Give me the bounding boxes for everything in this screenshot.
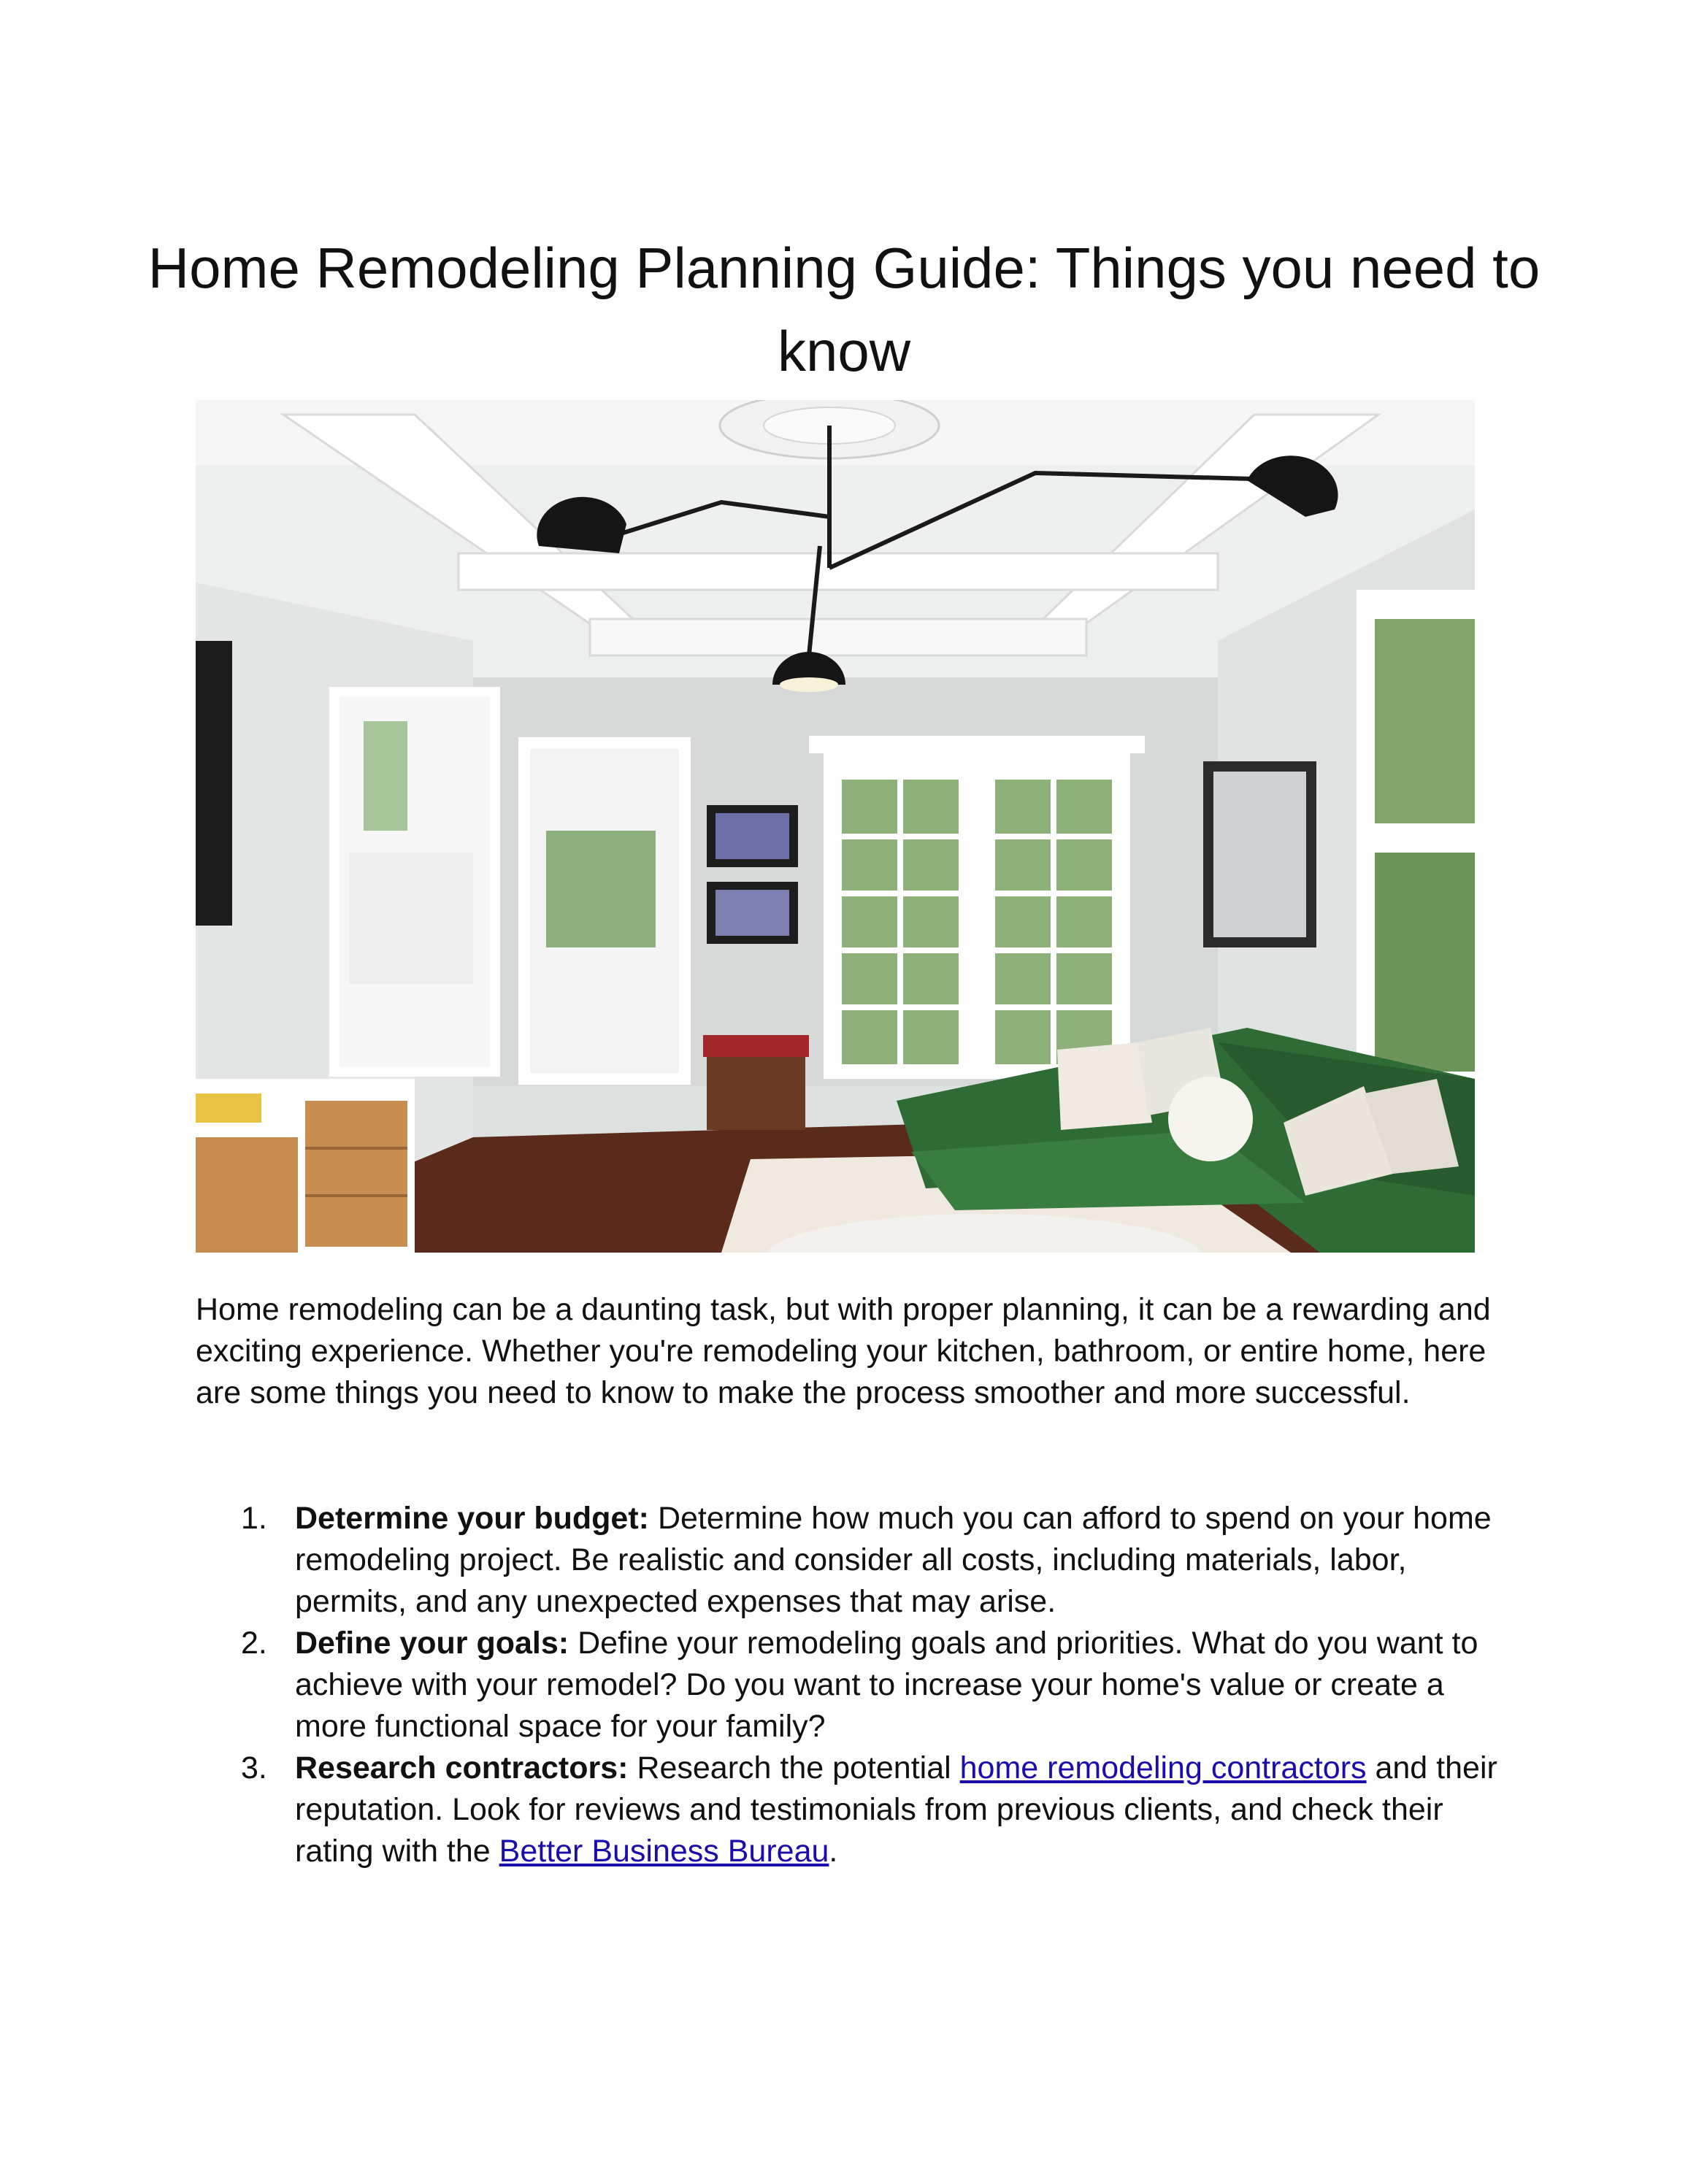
step-heading: Research contractors: xyxy=(295,1750,629,1785)
living-room-illustration xyxy=(196,400,1475,1253)
step-heading: Define your goals: xyxy=(295,1626,569,1661)
intro-paragraph: Home remodeling can be a daunting task, but with proper planning, it can be a rewarding and exciting experience. Whether you're remodeling your kitchen, bathroom, or entire home, here are some things you need to know to make the process smoother and more successful. xyxy=(196,1292,1491,1410)
step-text: Research the potential xyxy=(628,1750,960,1785)
list-item xyxy=(196,1747,1503,1872)
living-room-photo xyxy=(196,400,1475,1253)
step-text: . xyxy=(829,1834,838,1869)
step-number: 2. xyxy=(241,1626,267,1661)
planning-steps-list xyxy=(196,1498,1503,1872)
step-text: and their reputation. Look for reviews and testimonials from previous clients, and check their rating with the xyxy=(295,1750,1497,1869)
step-text: Determine how much you can afford to spend on your home remodeling project. Be realistic and consider all costs, including materials, labor, permits, and any unexpected expenses that may arise. xyxy=(295,1501,1492,1619)
step-text: Define your remodeling goals and priorities. What do you want to achieve with your remodel? Do you want to increase your home's value or create a more functional space for your family? xyxy=(295,1626,1478,1744)
list-item xyxy=(196,1498,1503,1623)
better-business-bureau-link[interactable]: Better Business Bureau xyxy=(499,1834,829,1869)
contractors-link[interactable]: home remodeling contractors xyxy=(959,1750,1367,1785)
list-item xyxy=(196,1623,1503,1747)
page-title: Home Remodeling Planning Guide: Things you need to know xyxy=(147,236,1541,383)
step-number: 3. xyxy=(241,1750,267,1785)
step-number: 1. xyxy=(241,1501,267,1536)
step-heading: Determine your budget: xyxy=(295,1501,649,1536)
